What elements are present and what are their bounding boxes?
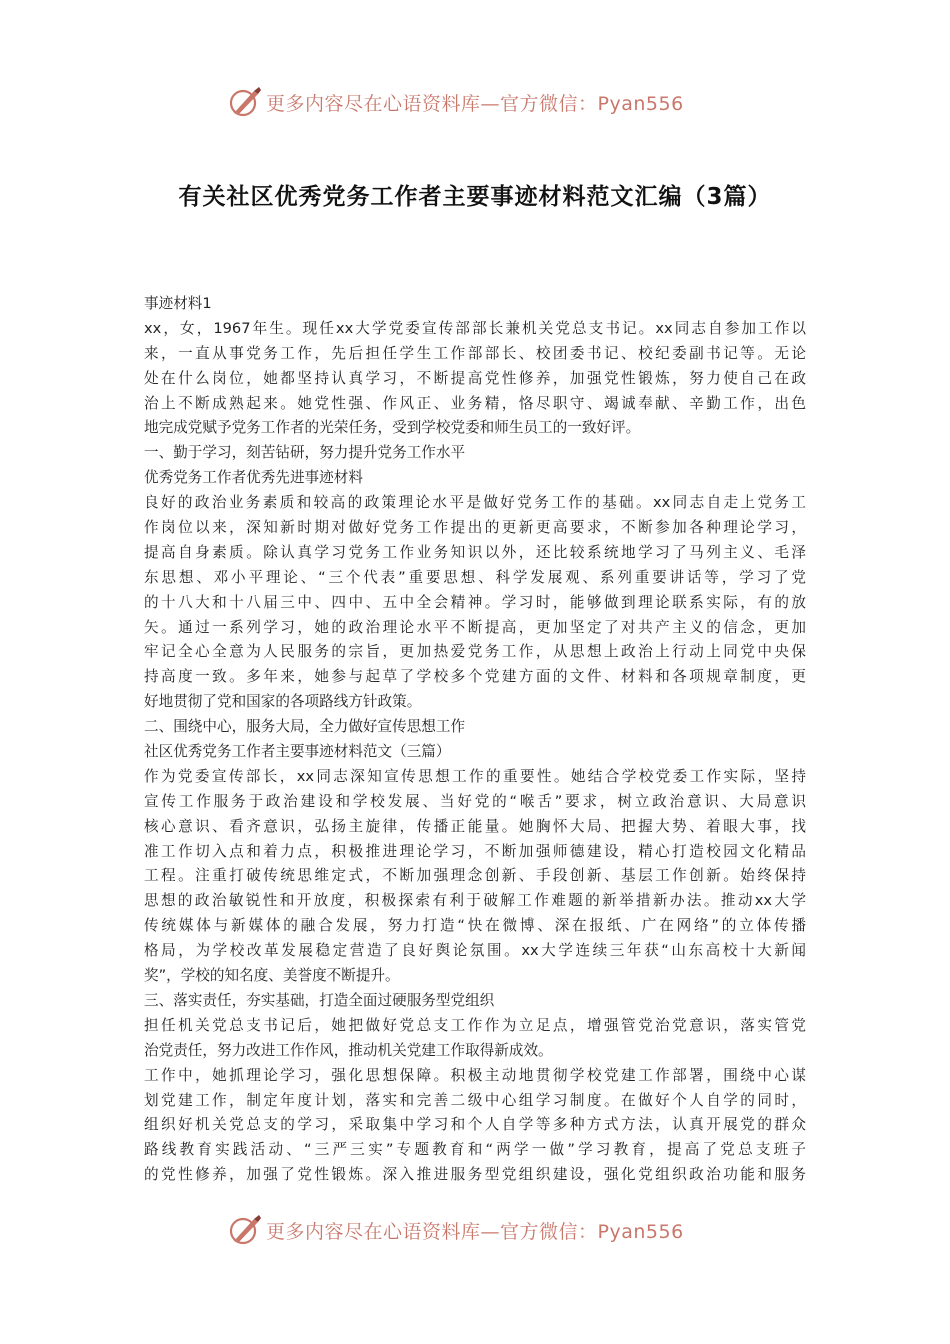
text-line: 路线教育实践活动、“三严三实”专题教育和“两学一做”学习教育，提高了党总支班子 (144, 1141, 806, 1159)
text-line: 提高自身素质。除认真学习党务工作业务知识以外，还比较系统地学习了马列主义、毛泽 (144, 543, 806, 561)
pen-logo-icon (228, 85, 262, 119)
text-line: 一、勤于学习，刻苦钻研，努力提升党务工作水平 (144, 444, 466, 462)
text-line: 格局，为学校改革发展稳定营造了良好舆论氛围。xx大学连续三年获“山东高校十大新闻 (144, 942, 806, 960)
text-line: 作为党委宣传部长，xx同志深知宣传思想工作的重要性。她结合学校党委工作实际，坚持 (144, 767, 806, 785)
text-line: 来，一直从事党务工作，先后担任学生工作部部长、校团委书记、校纪委副书记等。无论 (144, 344, 806, 362)
text-line: 治上不断成熟起来。她党性强、作风正、业务精，恪尽职守、竭诚奉献、辛勤工作，出色 (144, 394, 806, 412)
text-line: 事迹材料1 (144, 295, 212, 312)
text-line: 组织好机关党总支的学习，采取集中学习和个人自学等多种方式方法，认真开展党的群众 (144, 1116, 806, 1134)
text-line: 宣传工作服务于政治建设和学校发展、当好党的“喉舌”要求，树立政治意识、大局意识 (144, 792, 806, 810)
text-line: 社区优秀党务工作者主要事迹材料范文（三篇） (144, 743, 451, 761)
document-body (144, 292, 806, 1188)
text-line: 传统媒体与新媒体的融合发展，努力打造“快在微博、深在报纸、广在网络”的立体传播 (144, 917, 806, 935)
text-line: 担任机关党总支书记后，她把做好党总支工作作为立足点，增强管党治党意识，落实管党 (144, 1016, 806, 1034)
text-line: 思想的政治敏锐性和开放度，积极探索有利于破解工作难题的新举措新办法。推动xx大学 (144, 892, 806, 910)
text-line: 处在什么岗位，她都坚持认真学习，不断提高党性修养，加强党性锻炼，努力使自己在政 (144, 369, 806, 387)
text-line: 良好的政治业务素质和较高的政策理论水平是做好党务工作的基础。xx同志自走上党务工 (144, 494, 806, 512)
text-line: 准工作切入点和着力点，积极推进理论学习，不断加强师德建设，精心打造校园文化精品 (144, 842, 806, 860)
text-line: 二、围绕中心，服务大局，全力做好宣传思想工作 (144, 718, 466, 736)
text-line: 优秀党务工作者优秀先进事迹材料 (144, 469, 363, 487)
text-line: 矢。通过一系列学习，她的政治理论水平不断提高，更加坚定了对共产主义的信念，更加 (144, 618, 806, 636)
text-line: 持高度一致。多年来，她参与起草了学校多个党建方面的文件、材料和各项规章制度，更 (144, 668, 806, 686)
pen-logo-icon (228, 1213, 262, 1247)
page-title: 有关社区优秀党务工作者主要事迹材料范文汇编（3篇） (178, 184, 772, 210)
header-watermark-banner (0, 82, 950, 122)
text-line: 的十八大和十八届三中、四中、五中全会精神。学习时，能够做到理论联系实际，有的放 (144, 593, 806, 611)
text-line: 奖”，学校的知名度、美誉度不断提升。 (144, 967, 400, 985)
text-line: xx，女，1967年生。现任xx大学党委宣传部部长兼机关党总支书记。xx同志自参加工作以 (144, 319, 806, 337)
text-line: 牢记全心全意为人民服务的宗旨，更加热爱党务工作，从思想上政治上行动上同党中央保 (144, 643, 806, 661)
text-line: 好地贯彻了党和国家的各项路线方针政策。 (144, 693, 422, 711)
text-line: 工程。注重打破传统思维定式，不断加强理念创新、手段创新、基层工作创新。始终保持 (144, 867, 806, 885)
text-line: 作岗位以来，深知新时期对做好党务工作提出的更新更高要求，不断参加各种理论学习， (144, 519, 806, 537)
watermark-text: 更多内容尽在心语资料库—官方微信：Pyan556 (266, 1220, 684, 1243)
text-line: 核心意识、看齐意识，弘扬主旋律，传播正能量。她胸怀大局、把握大势、着眼大事，找 (144, 817, 806, 835)
text-line: 治党责任，努力改进工作作风，推动机关党建工作取得新成效。 (144, 1041, 553, 1059)
text-line: 工作中，她抓理论学习，强化思想保障。积极主动地贯彻学校党建工作部署，围绕中心谋 (144, 1066, 806, 1084)
text-line: 划党建工作，制定年度计划，落实和完善二级中心组学习制度。在做好个人自学的同时， (144, 1091, 806, 1109)
text-line: 的党性修养，加强了党性锻炼。深入推进服务型党组织建设，强化党组织政治功能和服务 (144, 1166, 806, 1184)
footer-watermark-banner (0, 1210, 950, 1250)
text-line: 东思想、邓小平理论、“三个代表”重要思想、科学发展观、系列重要讲话等，学习了党 (144, 568, 806, 586)
watermark-text: 更多内容尽在心语资料库—官方微信：Pyan556 (266, 92, 684, 115)
text-line: 三、落实责任，夯实基础，打造全面过硬服务型党组织 (144, 991, 495, 1009)
text-line: 地完成党赋予党务工作者的光荣任务，受到学校党委和师生员工的一致好评。 (144, 419, 641, 437)
